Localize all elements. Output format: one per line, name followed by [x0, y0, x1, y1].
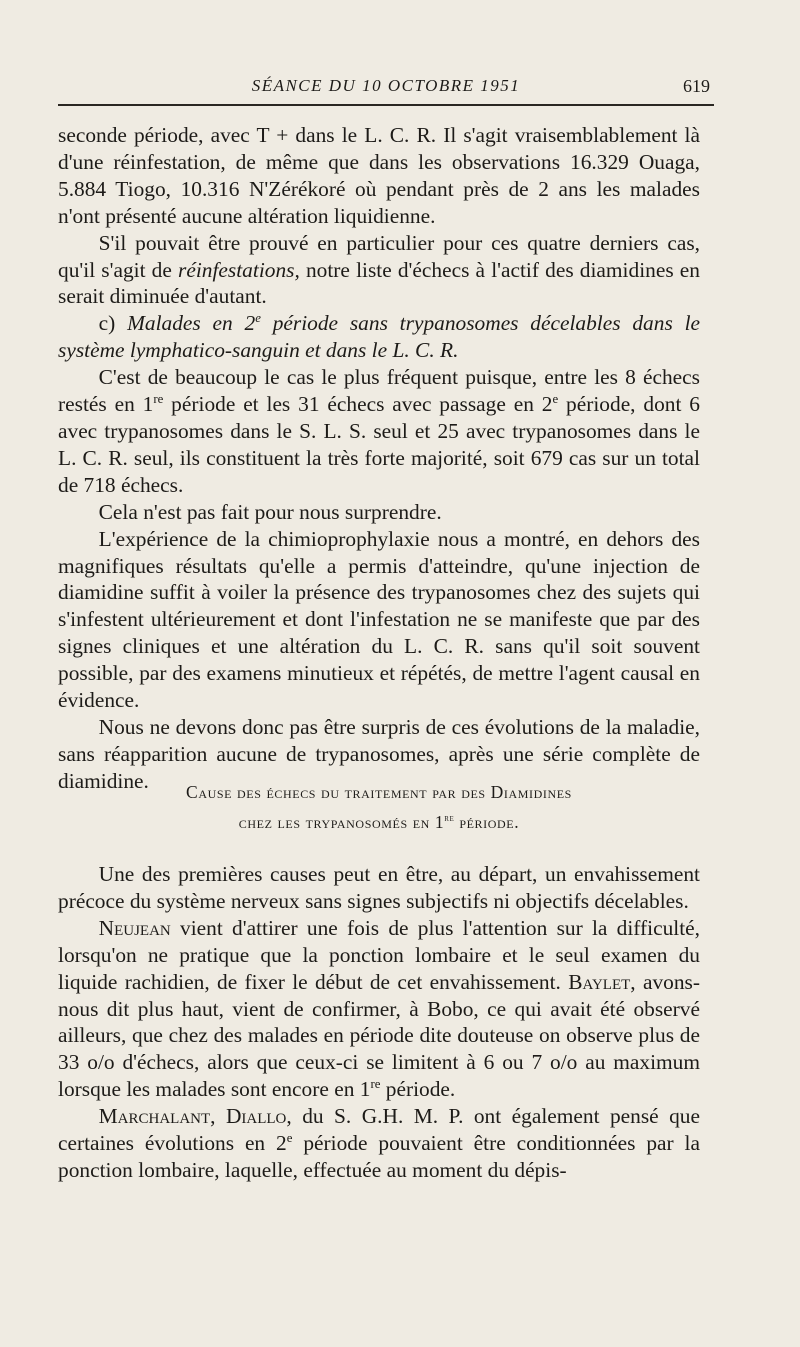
paragraph-9-sup: re [370, 1077, 381, 1092]
section-heading-sup: re [444, 813, 455, 825]
paragraph-10 [58, 1103, 700, 1184]
header-rule [58, 104, 714, 106]
section-heading-line-1: Cause des échecs du traitement par des Diamidines [186, 782, 572, 802]
paragraph-2-text-b: notre liste d'échecs à l'actif des diamidines en serait diminuée d'autant. [58, 257, 700, 309]
paragraph-4-sup-2: e [552, 391, 559, 406]
section-heading-line-2 [58, 807, 700, 837]
author-marchalant-diallo: Marchalant, Diallo [98, 1104, 287, 1129]
paragraph-9-text-b: , avons-nous dit plus haut, vient de confirmer, à Bobo, ce qui avait été observé ailleurs, que chez des malades en période dite douteuse on observe plus de 33 o/o d'échecs, alors que ceux-ci se limitent à 6 ou 7 o/o au maximum lorsque les malades sont encore en 1 [58, 969, 700, 1102]
paragraph-8 [58, 861, 700, 915]
body-text-upper [58, 122, 700, 795]
paragraph-7-text: Nous ne devons donc pas être surpris de ces évolutions de la maladie, sans réapparition aucune de trypanosomes, après une série complète de diamidine. [58, 714, 700, 793]
paragraph-6 [58, 526, 700, 714]
paragraph-1-text: seconde période, avec T + dans le L. C. R. Il s'agit vraisemblablement là d'une réinfestation, de même que dans les observations 16.329 Ouaga, 5.884 Tiogo, 10.316 N'Zérékoré où pendant près de 2 ans les malades n'ont présenté aucune altération liquidienne. [58, 123, 700, 228]
paragraph-10-text-b: période pouvaient être conditionnées par la ponction lombaire, laquelle, effectuée au moment du dépis- [58, 1131, 700, 1182]
paragraph-5-text: Cela n'est pas fait pour nous surprendre. [98, 499, 442, 524]
paragraph-4 [58, 364, 700, 499]
paragraph-3-subheading [58, 310, 700, 364]
paragraph-10-sup: e [286, 1130, 293, 1145]
paragraph-8-text: Une des premières causes peut en être, au départ, un envahissement précoce du système nerveux sans signes subjectifs ni objectifs décelables. [58, 862, 700, 913]
paragraph-4-text-a: C'est de beaucoup le cas le plus fréquent puisque, entre les 8 échecs restés en 1 [58, 365, 700, 417]
paragraph-2-italic: réinfestations, [178, 257, 300, 282]
paragraph-9 [58, 915, 700, 1103]
author-baylet: Baylet [568, 969, 631, 994]
paragraph-6-text: L'expérience de la chimioprophylaxie nous a montré, en dehors des magnifiques résultats qu'elle a permis d'atteindre, qu'une injection de diamidine suffit à voiler la présence des trypanosomes chez des sujets qui s'infestent ultérieurement et dont l'infestation ne se manifeste que par des signes cliniques et une altération du L. C. R. sans qu'il soit souvent possible, par des examens minutieux et répétés, de mettre l'agent causal en évidence. [58, 526, 700, 713]
paragraph-4-sup-1: re [153, 391, 164, 406]
paragraph-1 [58, 122, 700, 230]
running-title: SÉANCE DU 10 OCTOBRE 1951 [251, 76, 521, 95]
page-number: 619 [683, 76, 710, 96]
paragraph-4-text-c: période, dont 6 avec trypanosomes dans le S. L. S. seul et 25 avec trypanosomes dans le L. C. R. seul, ils constituent la très forte majorité, soit 679 cas sur un total de 718 échecs. [58, 392, 700, 497]
paragraph-5 [58, 499, 700, 526]
paragraph-3-label: c) [98, 311, 128, 336]
author-neujean: Neujean [98, 915, 171, 940]
paragraph-3-sup: e [255, 311, 261, 326]
paragraph-3-italic-b: période sans trypanosomes décelables dans le système lymphatico-sanguin et dans le L. C. R. [58, 311, 701, 363]
running-header [58, 74, 714, 106]
paragraph-4-text-b: période et les 31 échecs avec passage en 2 [163, 392, 553, 417]
paragraph-2-text-a: S'il pouvait être prouvé en particulier pour ces quatre derniers cas, qu'il s'agit de [58, 230, 700, 282]
section-heading-line-2-a: chez les trypanosomés en 1 [238, 812, 445, 832]
paragraph-9-text-a: vient d'attirer une fois de plus l'attention sur la difficulté, lorsqu'on ne pratique que la ponction lombaire et le seul examen du liquide rachidien, de fixer le début de cet envahissement. [58, 915, 700, 994]
body-text-lower [58, 861, 700, 1184]
paragraph-3-italic: Malades en 2 [127, 311, 256, 336]
paragraph-2 [58, 230, 700, 311]
paragraph-10-text-a: , du S. G.H. M. P. ont également pensé que certaines évolutions en 2 [58, 1104, 700, 1156]
section-heading [58, 777, 700, 837]
section-heading-line-2-b: période. [454, 812, 520, 832]
paragraph-9-text-c: période. [380, 1077, 456, 1102]
